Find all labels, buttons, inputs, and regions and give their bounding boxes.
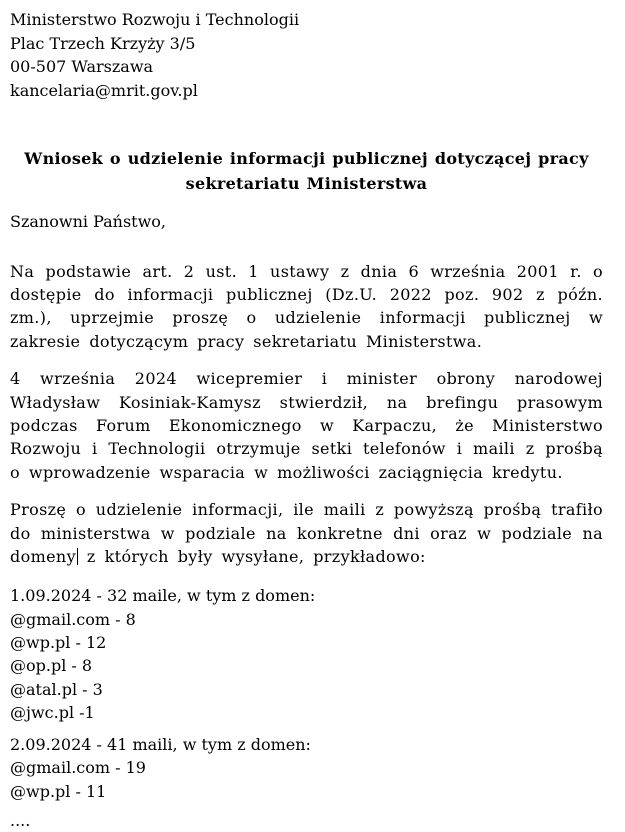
paragraph-context: 4 września 2024 wicepremier i minister obrony narodowej Władysław Kosiniak-Kamysz stwierdził, na brefingu prasowym podczas Forum Ekonomicznego w Karpaczu, że Ministerstwo Rozwoju i Technologii otrzymuje setki telefonów i maili z prośbą o wprowadzenie wsparacia w możliwości zaciągnięcia kredytu. <box>10 369 603 482</box>
request-text-after-caret: z których były wysyłane, przykładowo: <box>77 546 426 566</box>
sender-street: Plac Trzech Krzyży 3/5 <box>10 33 196 53</box>
example-day-2 <box>10 733 603 803</box>
example-item: @op.pl - 8 <box>10 656 93 676</box>
example-heading: 1.09.2024 - 32 maile, w tym z domen: <box>10 586 316 606</box>
example-day-1 <box>10 584 603 724</box>
example-item: @atal.pl - 3 <box>10 679 103 699</box>
sender-organization: Ministerstwo Rozwoju i Technologii <box>10 10 300 29</box>
example-item: @wp.pl - 11 <box>10 781 107 801</box>
sender-city: 00-507 Warszawa <box>10 57 154 76</box>
paragraph-legal-basis: Na podstawie art. 2 ust. 1 ustawy z dnia 6 września 2001 r. o dostępie do informacji publicznej (Dz.U. 2022 poz. 902 z późn. zm.), uprzejmie proszę o udzielenie informacji publicznej w zakresie dotyczącym pracy sekretariatu Ministerstwa. <box>10 261 603 351</box>
truncation-ellipsis: .... <box>10 811 31 831</box>
example-item: @gmail.com - 8 <box>10 609 136 629</box>
paragraph-request <box>10 498 603 568</box>
example-heading: 2.09.2024 - 41 maili, w tym z domen: <box>10 735 311 755</box>
request-text-before-caret: Proszę o udzielenie informacji, ile maili z powyższą prośbą trafiło do ministerstwa w podziale na konkretne dni oraz w podziale na domeny <box>10 500 603 566</box>
example-item: @wp.pl - 12 <box>10 632 107 652</box>
salutation: Szanowni Państwo, <box>10 212 167 231</box>
example-item: @jwc.pl -1 <box>10 702 95 722</box>
example-item: @gmail.com - 19 <box>10 758 146 778</box>
sender-address-block <box>10 8 603 102</box>
document-title: Wniosek o udzielenie informacji publicznej dotyczącej pracy sekretariatu Ministerstwa <box>24 149 589 193</box>
sender-email: kancelaria@mrit.gov.pl <box>10 80 198 100</box>
